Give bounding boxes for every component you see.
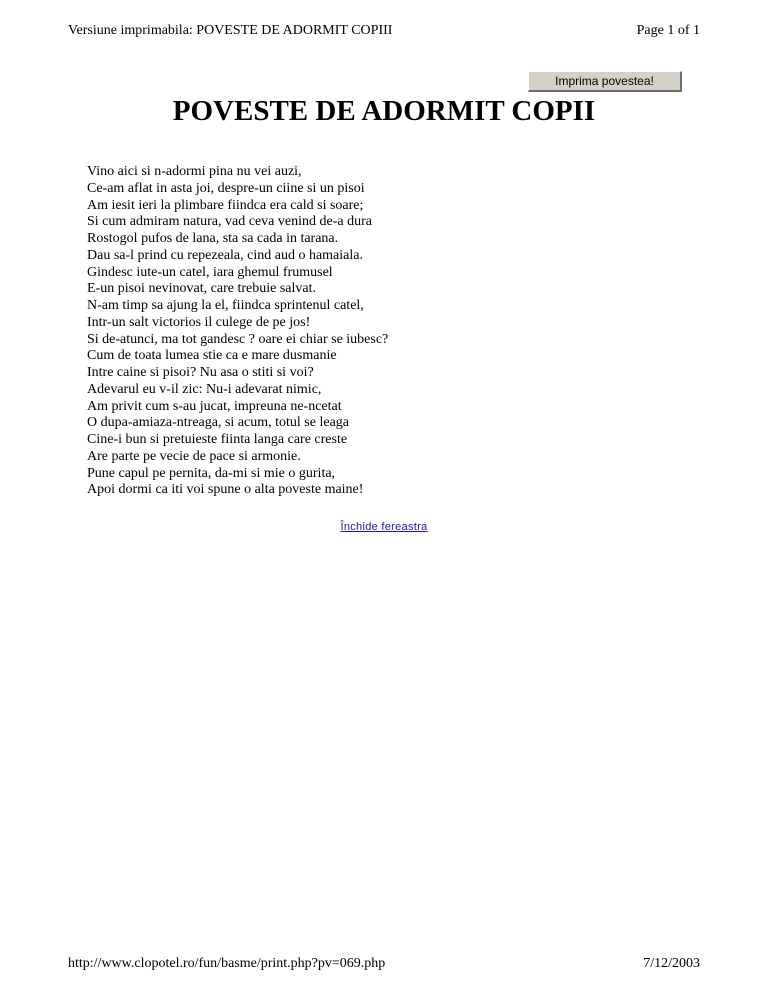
poem-line: Si de-atunci, ma tot gandesc ? oare ei chiar se iubesc? — [87, 331, 389, 347]
print-footer-date: 7/12/2003 — [643, 956, 700, 971]
poem-line: Adevarul eu v-il zic: Nu-i adevarat nimic, — [87, 381, 322, 397]
page-title: POVESTE DE ADORMIT COPII — [172, 95, 596, 127]
print-header-page-number: Page 1 of 1 — [636, 23, 700, 38]
poem-line: Gindesc iute-un catel, iara ghemul frumusel — [87, 264, 333, 280]
poem-line: Am privit cum s-au jucat, impreuna ne-ncetat — [87, 398, 342, 414]
print-header-title: Versiune imprimabila: POVESTE DE ADORMIT COPIII — [68, 23, 393, 38]
print-story-button[interactable]: Imprima povestea! — [528, 71, 682, 92]
poem-line: Intr-un salt victorios il culege de pe jos! — [87, 314, 311, 330]
poem-line: Ce-am aflat in asta joi, despre-un ciine si un pisoi — [87, 180, 365, 196]
poem-line: Apoi dormi ca iti voi spune o alta poveste maine! — [87, 482, 364, 498]
poem-line: Vino aici si n-adormi pina nu vei auzi, — [87, 164, 302, 179]
poem-line: Intre caine si pisoi? Nu asa o stiti si voi? — [87, 365, 314, 380]
poem-line: Rostogol pufos de lana, sta sa cada in tarana. — [87, 231, 339, 246]
poem-line: Dau sa-l prind cu repezeala, cind aud o hamaiala. — [87, 247, 363, 263]
poem-line: Are parte pe vecie de pace si armonie. — [87, 448, 301, 464]
poem-line: Pune capul pe pernita, da-mi si mie o gurita, — [87, 465, 336, 481]
close-window-container — [0, 520, 768, 534]
print-footer-url: http://www.clopotel.ro/fun/basme/print.php?pv=069.php — [68, 956, 386, 971]
poem-line: Cine-i bun si pretuieste fiinta langa care creste — [87, 432, 348, 447]
poem-line: O dupa-amiaza-ntreaga, si acum, totul se leaga — [87, 415, 349, 431]
poem-line: Cum de toata lumea stie ca e mare dusmanie — [87, 348, 337, 364]
poem-line: Si cum admiram natura, vad ceva venind de-a dura — [87, 214, 372, 230]
poem-line: Am iesit ieri la plimbare fiindca era cald si soare; — [87, 197, 364, 213]
poem-line: E-un pisoi nevinovat, care trebuie salvat. — [87, 281, 316, 297]
poem-line: N-am timp sa ajung la el, fiindca sprintenul catel, — [87, 298, 364, 313]
close-window-link[interactable]: Închide fereastra — [340, 521, 428, 533]
poem-text — [87, 164, 388, 499]
